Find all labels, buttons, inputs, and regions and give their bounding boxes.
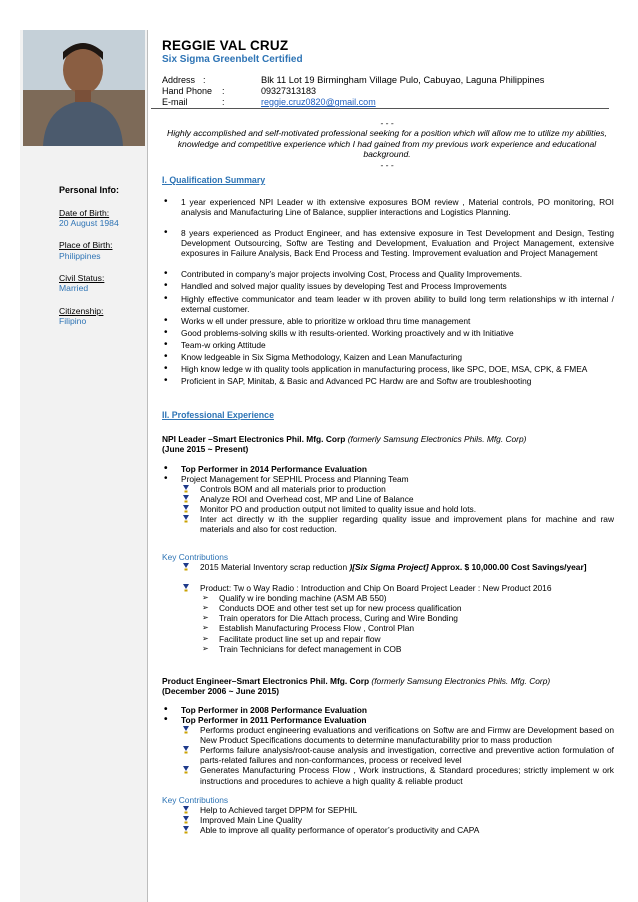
applicant-name: REGGIE VAL CRUZ — [162, 38, 289, 53]
sub-item: 2015 Material Inventory scrap reduction )[Six Sigma Project] Approx. $ 10,000.00 Cost Savings/year] — [162, 562, 614, 572]
objective — [158, 118, 616, 170]
job-2-contributions — [162, 795, 614, 835]
dob-value: 20 August 1984 — [59, 218, 119, 229]
sub-item: Able to improve all quality performance of operator’s productivity and CAPA — [162, 825, 614, 835]
experience-title: II. Professional Experience — [162, 410, 274, 420]
down-arrow-bullet-icon — [182, 505, 190, 513]
list-item: • Top Performer in 2011 Performance Evaluation — [162, 715, 614, 725]
down-arrow-bullet-icon — [182, 584, 190, 592]
down-arrow-bullet-icon — [182, 515, 190, 523]
sub-item: Controls BOM and all materials prior to production — [162, 484, 614, 494]
sub-item: Improved Main Line Quality — [162, 815, 614, 825]
job-2 — [162, 676, 614, 696]
job-1-role: NPI Leader –Smart Electronics Phil. Mfg. Corp — [162, 434, 346, 444]
email-colon: : — [222, 97, 225, 107]
list-item: • 1 year experienced NPI Leader w ith extensive exposures BOM review , Material controls, PO monitoring, ROI analysis and Manufacturing Line of Balance, supplier interactions and Logistics Planning. — [162, 197, 614, 217]
job-2-details — [162, 705, 614, 786]
job-2-role: Product Engineer–Smart Electronics Phil. Mfg. Corp — [162, 676, 370, 686]
dashes-top: - - - — [380, 118, 394, 128]
pob-value: Philippines — [59, 250, 101, 261]
address-value: Blk 11 Lot 19 Birmingham Village Pulo, Cabuyao, Laguna Philippines — [261, 75, 545, 85]
down-arrow-bullet-icon — [182, 766, 190, 774]
phone-label: Hand Phone — [162, 86, 213, 96]
email-label: E-mail — [162, 97, 188, 107]
personal-info-title: Personal Info: — [59, 185, 120, 195]
person-photo-icon — [23, 30, 145, 146]
list-item: • Proficient in SAP, Minitab, & Basic and Advanced PC Hardw are and Softw are troubleshooting — [162, 376, 614, 386]
address-colon: : — [203, 75, 206, 85]
down-arrow-bullet-icon — [182, 726, 190, 734]
pob-label: Place of Birth: — [59, 240, 113, 251]
personal-info — [59, 185, 163, 338]
list-item: • Handled and solved major quality issues by developing Test and Process Improvements — [162, 281, 614, 291]
sub-item: Analyze ROI and Overhead cost, MP and Line of Balance — [162, 494, 614, 504]
job-1-details — [162, 464, 614, 535]
down-arrow-bullet-icon — [182, 826, 190, 834]
list-item: • 8 years experienced as Product Engineer, and has extensive exposure in Test Development and Design, Testing Development Outsourcing, Softw are Testing and Development, Evaluation and Project Management, extensive exposures in Failure Analysis, Back End Process and Testing. Improvement evaluation and Project Management — [162, 228, 614, 258]
list-item: • Good problems-solving skills w ith results-oriented. Working proactively and w ith Initiative — [162, 328, 614, 338]
key-contributions-title: Key Contributions — [162, 552, 229, 562]
job-1 — [162, 434, 614, 454]
sub-item: Help to Achieved target DPPM for SEPHIL — [162, 805, 614, 815]
sub-item: Monitor PO and production output not limited to quality issue and hold lots. — [162, 504, 614, 514]
citizenship-value: Filipino — [59, 315, 87, 326]
arrow-item: ➢ Establish Manufacturing Process Flow , Control Plan — [162, 623, 614, 633]
sub-item: Inter act directly w ith the supplier regarding quality issue and improvement plans for machine and raw materials and also for cost reduction. — [162, 514, 614, 534]
arrow-item: ➢ Facilitate product line set up and repair flow — [162, 634, 614, 644]
list-item: • Contributed in company’s major projects involving Cost, Process and Quality Improvements. — [162, 269, 614, 279]
job-1-contributions — [162, 552, 614, 654]
phone-colon: : — [222, 86, 225, 96]
sidebar — [20, 30, 148, 902]
address-label: Address — [162, 75, 196, 85]
header-divider — [151, 108, 609, 109]
list-item: • Team-w orking Attitude — [162, 340, 614, 350]
citizenship-label: Citizenship: — [59, 305, 104, 316]
job-1-dates: (June 2015 ~ Present) — [162, 444, 249, 455]
sub-item: Performs product engineering evaluations and verifications on Softw are and Firmw are Development based on New Product Specifications documents to determine manufacturability prior to mass production — [162, 725, 614, 745]
qualification-list — [162, 197, 614, 386]
list-item: • Works w ell under pressure, able to prioritize w orkload thru time management — [162, 316, 614, 326]
qualification-title: I. Qualification Summary — [162, 175, 266, 185]
down-arrow-bullet-icon — [182, 816, 190, 824]
job-1-former: (formerly Samsung Electronics Phils. Mfg. Corp) — [347, 434, 527, 444]
arrow-item: ➢ Train operators for Die Attach process, Curing and Wire Bonding — [162, 613, 614, 623]
key-contributions-title: Key Contributions — [162, 795, 229, 805]
dob-label: Date of Birth: — [59, 207, 110, 218]
list-item: • Know ledgeable in Six Sigma Methodology, Kaizen and Lean Manufacturing — [162, 352, 614, 362]
civil-status-value: Married — [59, 283, 89, 294]
sub-item: Performs failure analysis/root-cause analysis and investigation, corrective and preventive action formulation of parts-related failures and non-conformances, process or received level — [162, 745, 614, 765]
list-item: • Project Management for SEPHIL Process and Planning Team — [162, 474, 614, 484]
contact-block — [162, 75, 612, 108]
down-arrow-bullet-icon — [182, 495, 190, 503]
down-arrow-bullet-icon — [182, 485, 190, 493]
down-arrow-bullet-icon — [182, 563, 190, 571]
job-2-former: (formerly Samsung Electronics Phils. Mfg. Corp) — [371, 676, 551, 686]
down-arrow-bullet-icon — [182, 746, 190, 754]
certification-subtitle: Six Sigma Greenbelt Certified — [162, 54, 303, 65]
list-item: • Top Performer in 2008 Performance Evaluation — [162, 705, 614, 715]
civil-status-label: Civil Status: — [59, 273, 105, 284]
email-link[interactable]: reggie.cruz0820@gmail.com — [261, 97, 376, 107]
arrow-item: ➢ Conducts DOE and other test set up for new process qualification — [162, 603, 614, 613]
sub-item: Generates Manufacturing Process Flow , Work instructions, & Standard procedures; strictly implement w ork instructions and procedures to achieve a high quality & reliable product — [162, 765, 614, 785]
profile-photo — [23, 30, 145, 146]
down-arrow-bullet-icon — [182, 806, 190, 814]
job-2-dates: (December 2006 ~ June 2015) — [162, 686, 280, 697]
phone-value: 09327313183 — [261, 86, 317, 96]
list-item: • Top Performer in 2014 Performance Evaluation — [162, 464, 614, 474]
objective-text: Highly accomplished and self-motivated professional seeking for a position which will allow me to utilize my abilities, knowledge and competitive experience which I had gained from my previous work experience and educational background. — [167, 128, 607, 160]
dashes-bottom: - - - — [380, 159, 394, 170]
sub-item: Product: Tw o Way Radio : Introduction and Chip On Board Project Leader : New Product 2016 — [162, 583, 614, 593]
list-item: • Highly effective communicator and team leader w ith proven ability to build long term relationships w ith internal / external customer. — [162, 294, 614, 314]
arrow-item: ➢ Train Technicians for defect management in COB — [162, 644, 614, 654]
list-item: • High know ledge w ith quality tools application in manufacturing process, like SPC, DOE, MSA, CPK, & FMEA — [162, 364, 614, 374]
arrow-item: ➢ Qualify w ire bonding machine (ASM AB 550) — [162, 593, 614, 603]
